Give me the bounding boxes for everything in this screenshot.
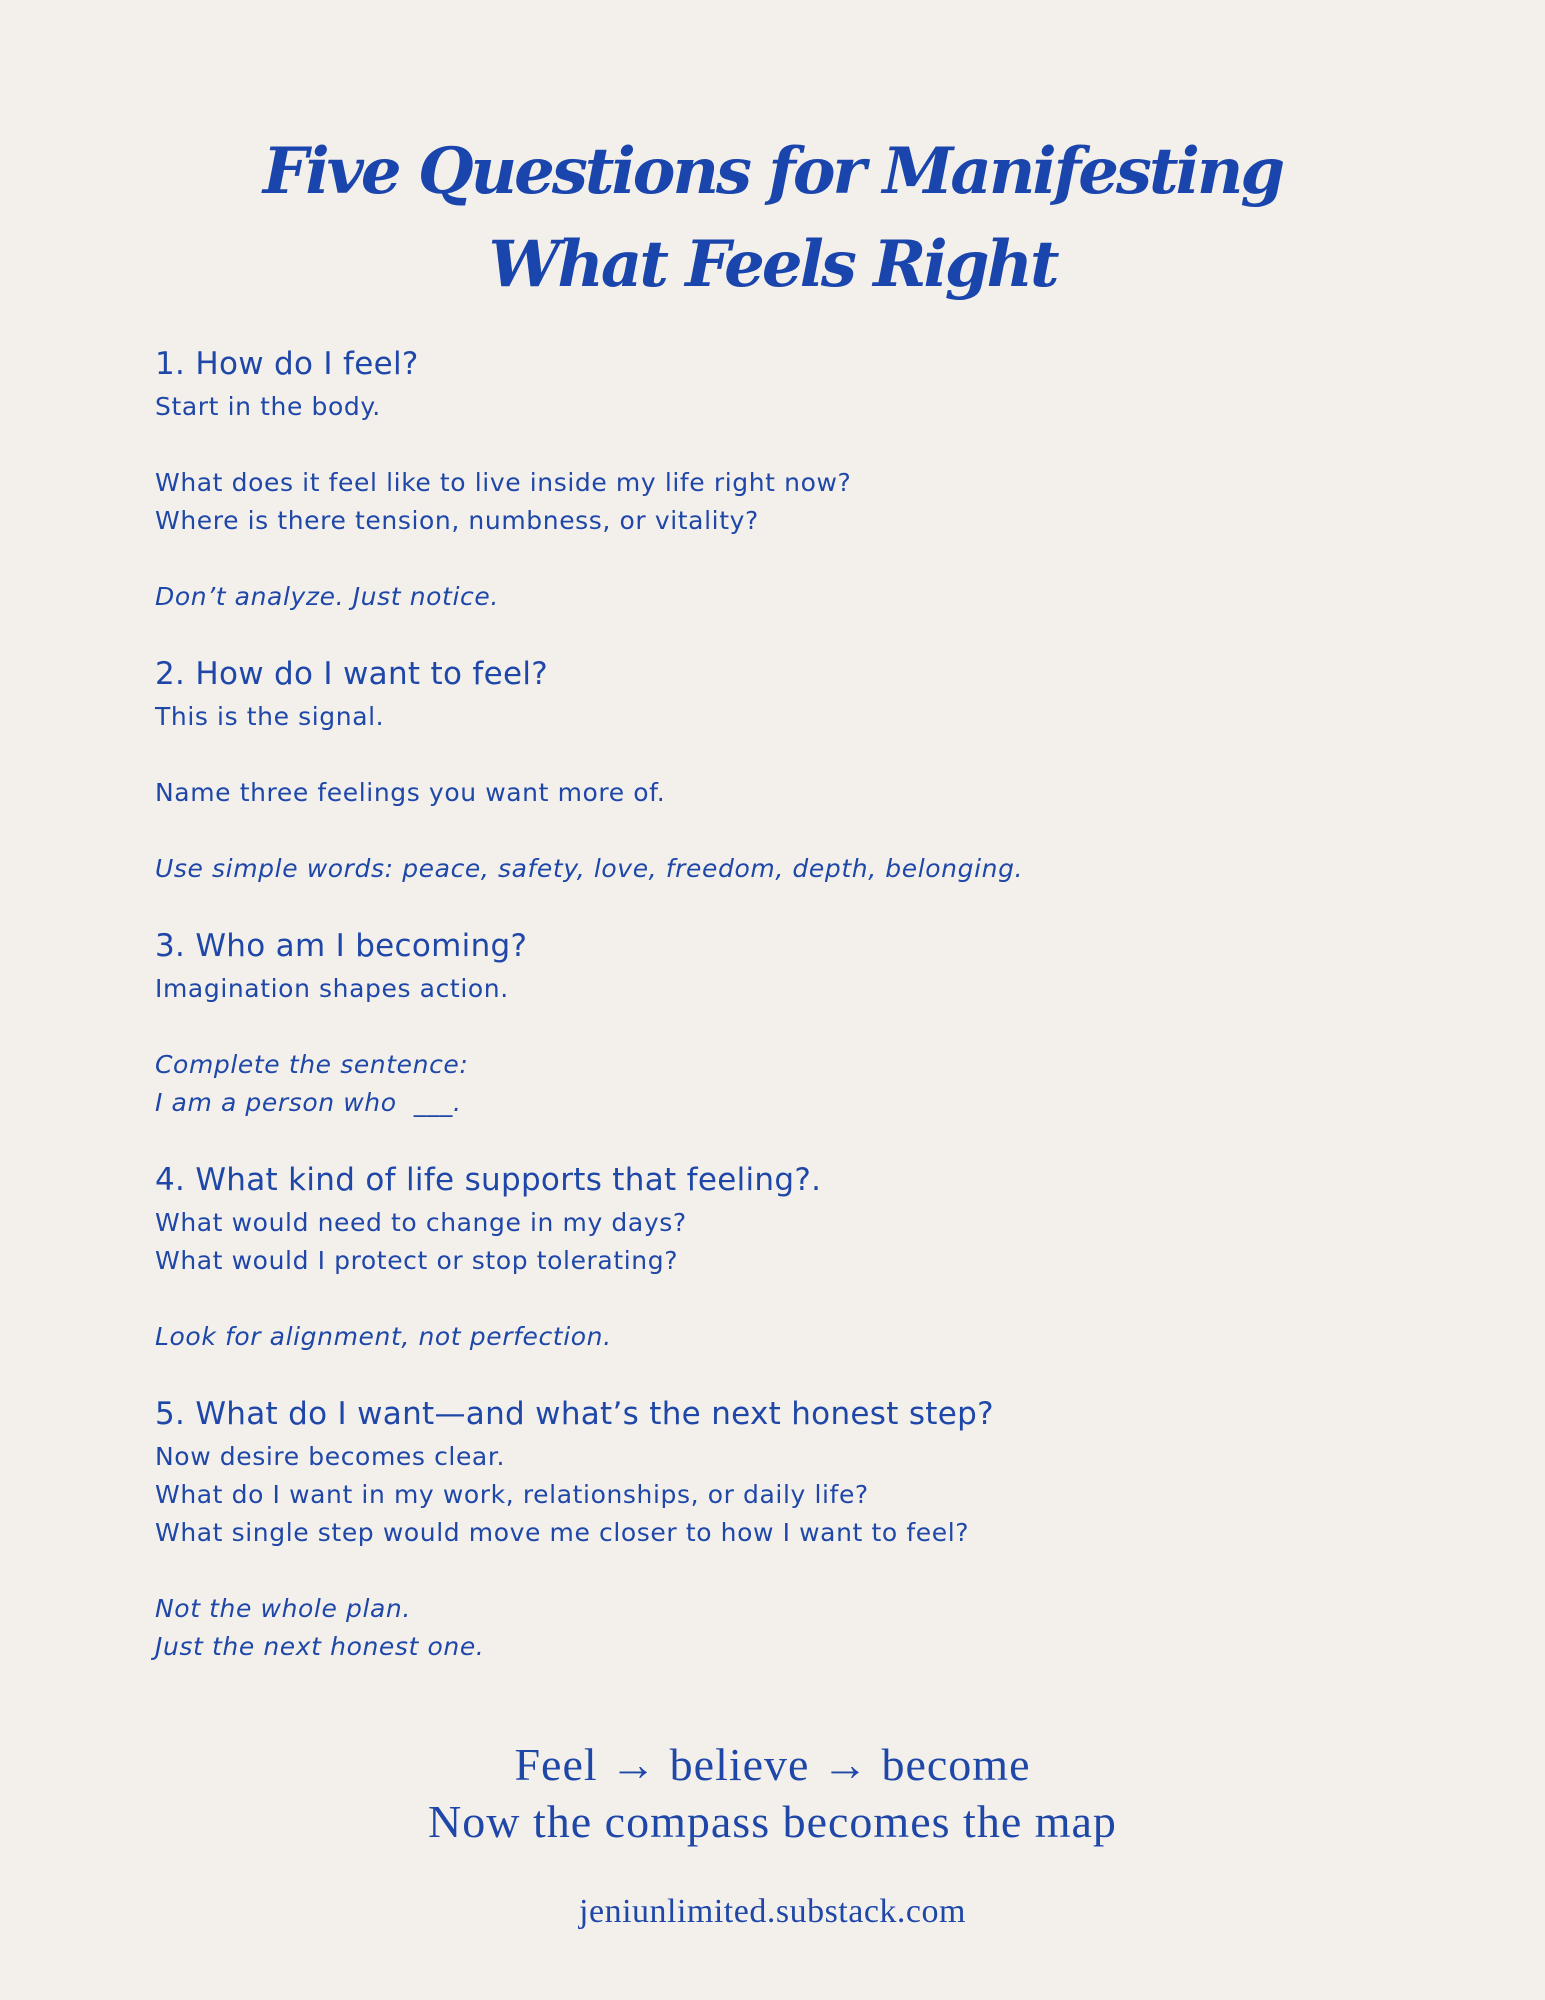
page-title-line-1: Five Questions for Manifesting <box>262 134 1283 209</box>
question-heading: 2. How do I want to feel? <box>155 656 549 692</box>
page-title-line-2: What Feels Right <box>488 227 1057 302</box>
question-prompt: What single step would move me closer to how I want to feel? <box>155 1518 970 1547</box>
question-prompt: What would need to change in my days? <box>155 1208 687 1237</box>
question-note: Complete the sentence: <box>155 1050 469 1079</box>
footer-subtagline: Now the compass becomes the map <box>428 1796 1117 1847</box>
question-section-4 <box>155 1158 1405 1356</box>
question-intro: This is the signal. <box>155 702 385 731</box>
questions-list <box>155 342 1405 1702</box>
question-prompt: What would I protect or stop tolerating? <box>155 1246 679 1275</box>
question-intro: Imagination shapes action. <box>155 974 509 1003</box>
question-note: Use simple words: peace, safety, love, freedom, depth, belonging. <box>155 854 1024 883</box>
question-prompt: What does it feel like to live inside my life right now? <box>155 468 852 497</box>
question-section-3 <box>155 924 1405 1122</box>
question-section-5 <box>155 1392 1405 1666</box>
question-section-1 <box>155 342 1405 616</box>
question-section-2 <box>155 652 1405 888</box>
question-heading: 4. What kind of life supports that feeling?. <box>155 1162 822 1198</box>
question-prompt: Name three feelings you want more of. <box>155 778 666 807</box>
question-note: Not the whole plan. <box>155 1594 411 1623</box>
footer-tagline: Feel → believe → become <box>514 1739 1031 1790</box>
question-heading: 5. What do I want—and what’s the next honest step? <box>155 1396 994 1432</box>
question-prompt: Where is there tension, numbness, or vitality? <box>155 506 759 535</box>
question-heading: 3. Who am I becoming? <box>155 928 528 964</box>
question-intro: Start in the body. <box>155 392 381 421</box>
question-note: Look for alignment, not perfection. <box>155 1322 612 1351</box>
question-prompt: What do I want in my work, relationships, or daily life? <box>155 1480 869 1509</box>
question-note: I am a person who ___. <box>155 1088 462 1117</box>
question-note: Just the next honest one. <box>155 1632 485 1661</box>
question-heading: 1. How do I feel? <box>155 346 419 382</box>
question-intro: Now desire becomes clear. <box>155 1442 505 1471</box>
question-note: Don’t analyze. Just notice. <box>155 582 499 611</box>
footer-url: jeniunlimited.substack.com <box>579 1893 966 1930</box>
